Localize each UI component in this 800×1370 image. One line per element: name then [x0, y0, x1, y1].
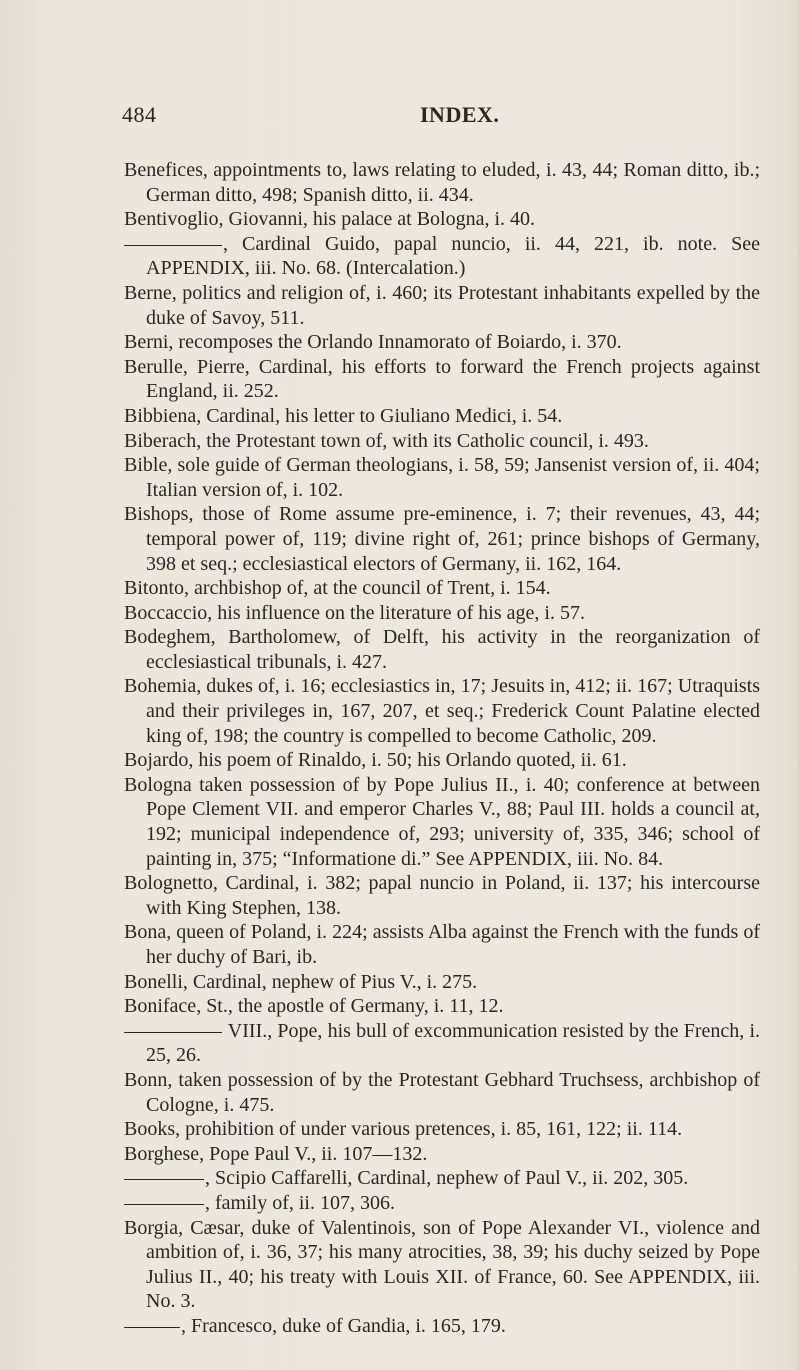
- entry-text: Bohemia, dukes of, i. 16; ecclesiastics in, 17; Jesuits in, 412; ii. 167; Utraquists and their privileges in, 167, 207, et seq.; Frederick Count Palatine elected king of, 198; the country is compelled to become Catholic, 209.: [124, 675, 760, 747]
- entry-text: Bitonto, archbishop of, at the council of Trent, i. 154.: [124, 577, 551, 600]
- entry-text: Berne, politics and religion of, i. 460; its Protestant inhabitants expelled by the duke of Savoy, 511.: [124, 281, 760, 329]
- ditto-dash: [124, 1204, 204, 1205]
- ditto-dash: [124, 245, 222, 246]
- ditto-dash: [124, 1327, 180, 1328]
- index-entry: [124, 625, 760, 674]
- index-entry: [124, 1191, 760, 1216]
- entry-text: Borgia, Cæsar, duke of Valentinois, son of Pope Alexander VI., violence and ambition of, i. 36, 37; his many atrocities, 38, 39; his duchy seized by Pope Julius II., 40; his treaty with Louis XII. of France, 60. See APPENDIX, iii. No. 3.: [124, 1216, 760, 1313]
- index-entry: [124, 1068, 760, 1117]
- index-entry: [124, 1019, 760, 1068]
- index-entry: [124, 674, 760, 748]
- entry-text: Bonelli, Cardinal, nephew of Pius V., i. 275.: [124, 970, 478, 993]
- index-entry: [124, 355, 760, 404]
- index-entry: [124, 502, 760, 576]
- index-entry: [124, 773, 760, 871]
- page-edge: [794, 0, 800, 1370]
- index-entry: [124, 576, 760, 601]
- index-entry: [124, 429, 760, 454]
- entry-text: Boniface, St., the apostle of Germany, i. 11, 12.: [124, 995, 504, 1018]
- index-entry: [124, 1117, 760, 1142]
- page-number: 484: [122, 102, 157, 127]
- entry-text: , Francesco, duke of Gandia, i. 165, 179.: [181, 1314, 506, 1337]
- ditto-dash: [124, 1179, 204, 1180]
- entry-text: Borghese, Pope Paul V., ii. 107—132.: [124, 1142, 428, 1165]
- ditto-dash: [124, 1032, 222, 1033]
- entry-text: Bibbiena, Cardinal, his letter to Giuliano Medici, i. 54.: [124, 404, 563, 427]
- index-entry: [124, 748, 760, 773]
- entry-text: VIII., Pope, his bull of excommunication resisted by the French, i. 25, 26.: [146, 1019, 760, 1067]
- index-entry: [124, 871, 760, 920]
- index-entry: [124, 601, 760, 626]
- entry-text: , Scipio Caffarelli, Cardinal, nephew of Paul V., ii. 202, 305.: [205, 1167, 689, 1190]
- index-entry: [124, 232, 760, 281]
- page-header: [122, 102, 762, 132]
- index-entry: [124, 1216, 760, 1314]
- running-head: INDEX.: [420, 102, 500, 127]
- index-entry: [124, 404, 760, 429]
- index-entry: [124, 1166, 760, 1191]
- index-entry: [124, 207, 760, 232]
- index-entry: [124, 920, 760, 969]
- entry-text: Bible, sole guide of German theologians, i. 58, 59; Jansenist version of, ii. 404; Italian version of, i. 102.: [124, 454, 760, 501]
- entry-text: Bologna taken possession of by Pope Julius II., i. 40; conference at between Pope Clement VII. and emperor Charles V., 88; Paul III. holds a council at, 192; municipal independence of, 293; university of, 335, 346; school of painting in, 375; “Informatione di.” See APPENDIX, iii. No. 84.: [124, 773, 760, 870]
- index-entry: [124, 158, 760, 207]
- entry-text: Bishops, those of Rome assume pre-eminence, i. 7; their revenues, 43, 44; temporal power of, 119; divine right of, 261; prince bishops of Germany, 398 et seq.; ecclesiastical electors of Germany, ii. 162, 164.: [124, 503, 760, 575]
- index-entry: [124, 453, 760, 502]
- entry-text: Bona, queen of Poland, i. 224; assists Alba against the French with the funds of her duchy of Bari, ib.: [124, 921, 760, 968]
- entry-text: Berni, recomposes the Orlando Innamorato of Boiardo, i. 370.: [124, 331, 622, 354]
- entry-text: Boccaccio, his influence on the literature of his age, i. 57.: [124, 601, 585, 624]
- index-entry: [124, 1314, 760, 1339]
- index-entry: [124, 994, 760, 1019]
- index-entry: [124, 970, 760, 995]
- index-entry: [124, 1142, 760, 1167]
- entry-text: Bodeghem, Bartholomew, of Delft, his activity in the reorganization of ecclesiastical tribunals, i. 427.: [124, 626, 760, 673]
- index-entry: [124, 330, 760, 355]
- entry-text: Books, prohibition of under various pretences, i. 85, 161, 122; ii. 114.: [124, 1118, 683, 1141]
- entry-text: Bolognetto, Cardinal, i. 382; papal nuncio in Poland, ii. 137; his intercourse with King Stephen, 138.: [124, 872, 760, 919]
- entry-text: Biberach, the Protestant town of, with its Catholic council, i. 493.: [124, 429, 649, 452]
- entry-text: Bonn, taken possession of by the Protestant Gebhard Truchsess, archbishop of Cologne, i. 475.: [124, 1068, 760, 1116]
- entry-text: Benefices, appointments to, laws relating to eluded, i. 43, 44; Roman ditto, ib.; German ditto, 498; Spanish ditto, ii. 434.: [124, 159, 760, 206]
- entry-text: Berulle, Pierre, Cardinal, his efforts to forward the French projects against England, ii. 252.: [124, 355, 760, 403]
- entry-text: , Cardinal Guido, papal nuncio, ii. 44, 221, ib. note. See APPENDIX, iii. No. 68. (Intercalation.): [146, 232, 760, 280]
- entry-text: Bentivoglio, Giovanni, his palace at Bologna, i. 40.: [124, 208, 536, 231]
- index-entry: [124, 281, 760, 330]
- index-entries: [124, 158, 760, 1339]
- entry-text: , family of, ii. 107, 306.: [205, 1191, 395, 1214]
- entry-text: Bojardo, his poem of Rinaldo, i. 50; his Orlando quoted, ii. 61.: [124, 749, 627, 772]
